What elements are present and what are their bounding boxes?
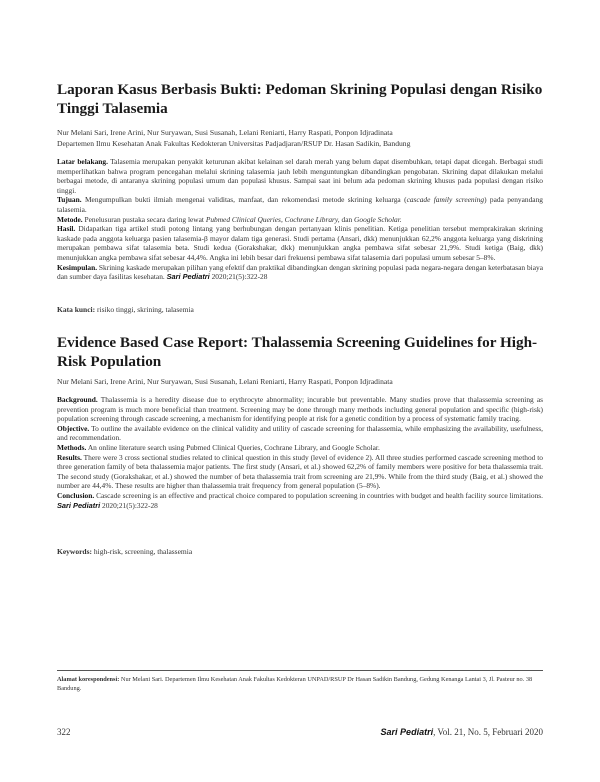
id-affiliation: Departemen Ilmu Kesehatan Anak Fakultas Kedokteran Universitas Padjadjaran/RSUP Dr. Hasan Sadikin, Bandung (57, 139, 411, 148)
en-background-label: Background. (57, 395, 98, 404)
en-journal-brand: Sari Pediatri (57, 500, 101, 510)
en-results-text: There were 3 cross sectional studies related to clinical question in this study (level of evidence 2). All three studies performed cascade screening method to three generation family of beta thalassemia major patients. The first study (Ansari, et al.) showed 62,2% of family members were positive for beta thalassemia trait. The second study (Gorakshakar, et al.) showed the number of beta thalassemia trait from screening are 21,9%. While from the third study (Baig, et al.) showed the number are 44,4%. These results are higher than thalassemia trait frequency from general population (5–8%). (57, 452, 543, 491)
id-keywords-text: risiko tinggi, skrining, talasemia (97, 305, 194, 314)
footer-issue-text: , Vol. 21, No. 5, Februari 2020 (433, 727, 543, 737)
en-abstract-background (57, 395, 543, 424)
id-methods-text-b: dan (339, 214, 355, 224)
id-article-title-block (57, 80, 543, 118)
id-abstract-methods (57, 215, 543, 225)
en-abstract (57, 395, 543, 510)
en-conclusion-label: Conclusion. (57, 490, 95, 500)
id-abstract-background (57, 157, 543, 195)
en-abstract-conclusion (57, 491, 543, 510)
id-conclusion-text: Skrining kaskade merupakan pilihan yang efektif dan praktikal dibandingkan dengan skrining populasi pada negara-negara dengan keterbatasan biaya dan sumber daya fasilitas kesehatan. (57, 262, 543, 282)
id-authors (57, 127, 543, 149)
id-keywords-label: Kata kunci: (57, 305, 96, 314)
id-author-list: Nur Melani Sari, Irene Arini, Nur Suryawan, Susi Susanah, Lelani Reniarti, Harry Raspati, Ponpon Idjradinata (57, 128, 393, 137)
id-results-text: Didapatkan tiga artikel studi potong lintang yang berhubungan dengan pertanyaan klinis penelitian. Ketiga penelitian tersebut memprakirakan skrining kaskade pada anggota keluarga pasien talasemia-β mayor dalam tiga generasi. Studi pertama (Ansari, dkk) menunjukkan 62,2% anggota keluarga yang diskrining merupakan pembawa sifat talasemia beta. Studi kedua (Gorakshakar, dkk) menunjukkan angka pembawa sifat sebesar 21,9%. Studi ketiga (Baig, dkk) menunjukkan angka pembawa sifat sebesar 44,4%. Angka ini lebih besar dari frekuensi pembawa sifat talasemia dari populasi umum sebesar 5–8%. (57, 224, 543, 262)
id-objective-italic: cascade family screening (406, 195, 485, 205)
page-number: 322 (57, 727, 71, 737)
en-citation: 2020;21(5):322-28 (102, 500, 158, 510)
footnote-text: Nur Melani Sari. Departemen Ilmu Kesehatan Anak Fakultas Kedokteran UNPAD/RSUP Dr Hasan Sadikin Bandung, Gedung Kenanga Lantai 3, Jl. Pasteur no. 38 Bandung. (57, 676, 533, 692)
id-abstract-results (57, 224, 543, 262)
en-keywords (57, 547, 543, 557)
en-conclusion-text: Cascade screening is an effective and practical choice compared to population screening in countries with budget and health facility source limitations. (96, 490, 543, 500)
en-background-text: Thalassemia is a heredity disease due to erythrocyte abnormality; incurable but preventable. Many studies prove that thalassemia screening as prevention program is much more beneficial than treatment. Screening may be done through many methods including general population and specific (high-risk) population screening through cascade screening, a mechanism for identifying people at risk for a genetic condition by a process of systematic family tracing. (57, 395, 543, 424)
en-article-title-block (57, 333, 543, 371)
id-citation: 2020;21(5):322-28 (211, 272, 268, 282)
en-authors (57, 376, 543, 387)
id-background-text: Talasemia merupakan penyakit keturunan akibat kelainan sel darah merah yang belum dapat disembuhkan, tetapi dapat dicegah. Berbagai studi memperlihatkan bahwa program pencegahan melalui skrining talasemia jauh lebih menguntungkan dibandingkan pengobatan. Skrining dapat dilakukan melalui berbagai metode, di antaranya skrining populasi umum dan populasi khusus. Sampai saat ini belum ada pedoman skrining khusus pada populasi dengan risiko tinggi. (57, 157, 544, 195)
en-results-label: Results. (57, 452, 82, 462)
id-conclusion-label: Kesimpulan. (57, 262, 98, 272)
footnote-divider (57, 670, 543, 671)
en-methods-text: An online literature search using Pubmed Clinical Queries, Cochrane Library, and Google Scholar. (87, 442, 380, 452)
id-abstract-conclusion (57, 263, 543, 282)
en-author-list: Nur Melani Sari, Irene Arini, Nur Suryawan, Susi Susanah, Lelani Reniarti, Harry Raspati, Ponpon Idjradinata (57, 377, 393, 386)
id-methods-italic-2: Google Scholar. (354, 214, 402, 224)
id-background-label: Latar belakang. (57, 157, 108, 166)
footer-journal-brand: Sari Pediatri (380, 727, 434, 737)
page-footer (57, 727, 543, 739)
id-abstract-objective (57, 195, 543, 214)
id-objective-text-a: Mengumpulkan bukti ilmiah mengenai validitas, manfaat, dan rekomendasi metode skrining keluarga ( (84, 195, 407, 205)
id-objective-text-b: ) pada penyandang talasemia. (57, 195, 543, 214)
en-keywords-text: high-risk, screening, thalassemia (93, 547, 193, 556)
en-abstract-results (57, 453, 543, 491)
id-results-label: Hasil. (57, 224, 76, 234)
en-article-title: Evidence Based Case Report: Thalassemia Screening Guidelines for High-Risk Population (57, 334, 538, 370)
en-keywords-label: Keywords: (57, 547, 92, 556)
id-methods-italic: Pubmed Clinical Queries, Cochrane Library, (205, 214, 340, 224)
id-methods-text-a: Penelusuran pustaka secara daring lewat (84, 214, 206, 224)
id-abstract (57, 157, 543, 282)
correspondence-footnote (57, 676, 543, 693)
id-objective-label: Tujuan. (57, 195, 82, 205)
en-objective-label: Objective. (57, 423, 90, 433)
id-journal-brand: Sari Pediatri (166, 272, 210, 282)
en-abstract-objective (57, 424, 543, 443)
id-article-title: Laporan Kasus Berbasis Bukti: Pedoman Skrining Populasi dengan Risiko Tinggi Talasemia (57, 81, 543, 117)
en-abstract-methods (57, 443, 543, 453)
id-keywords (57, 305, 543, 315)
en-methods-label: Methods. (57, 442, 87, 452)
footnote-label: Alamat korespondensi: (57, 676, 120, 683)
en-objective-text: To outline the available evidence on the clinical validity and utility of cascade screening for thalassemia, while emphasizing the availability, usefulness, and recommendation. (57, 423, 544, 443)
journal-issue (381, 727, 543, 737)
id-methods-label: Metode. (57, 214, 83, 224)
